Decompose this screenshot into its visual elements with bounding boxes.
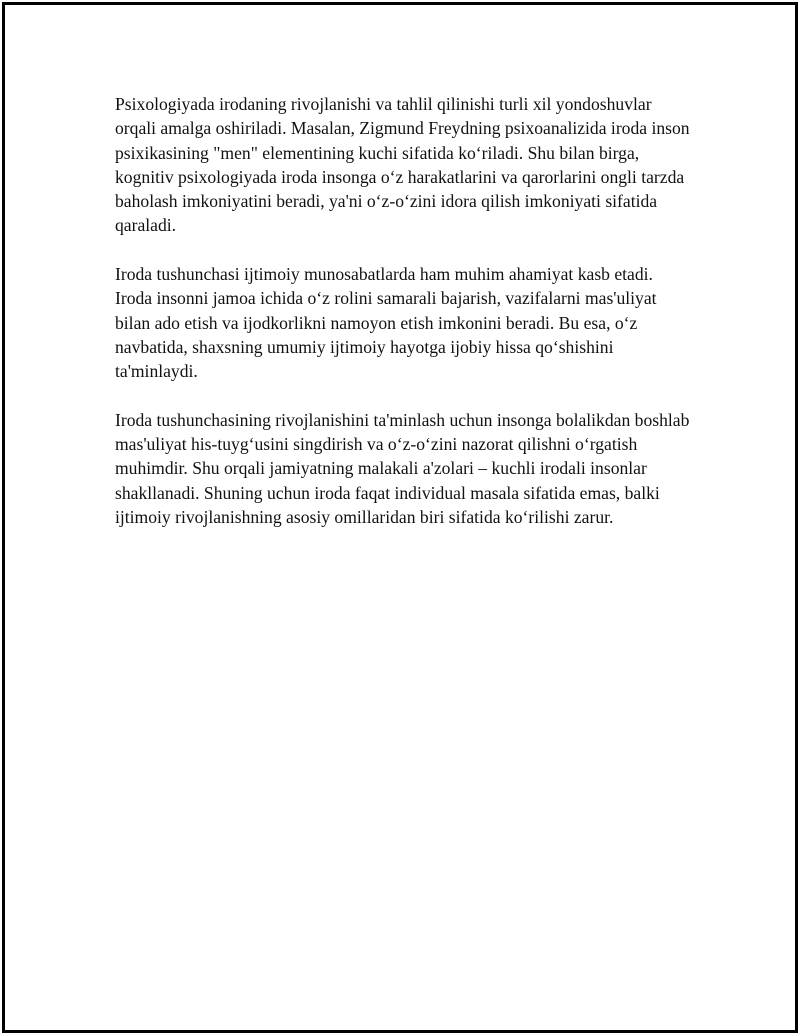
paragraph: Iroda tushunchasi ijtimoiy munosabatlarda ham muhim ahamiyat kasb etadi. Iroda insonni jamoa ichida o‘z rolini samarali bajarish, vazifalarni mas'uliyat bilan ado etish va ijodkorlikni namoyon etish imkonini beradi. Bu esa, o‘z navbatida, shaxsning umumiy ijtimoiy hayotga ijobiy hissa qo‘shishini ta'minlaydi. bbox=[115, 264, 657, 382]
paragraph: Iroda tushunchasining rivojlanishini ta'minlash uchun insonga bolalikdan boshlab mas'uliyat his-tuyg‘usini singdirish va o‘z-o‘zini nazorat qilishni o‘rgatish muhimdir. Shu orqali jamiyatning malakali a'zolari – kuchli irodali insonlar shakllanadi. Shuning uchun iroda faqat individual masala sifatida emas, balki ijtimoiy rivojlanishning asosiy omillaridan biri sifatida ko‘rilishi zarur. bbox=[115, 409, 690, 528]
document-body bbox=[115, 92, 693, 554]
paragraph: Psixologiyada irodaning rivojlanishi va tahlil qilinishi turli xil yondoshuvlar orqali amalga oshiriladi. Masalan, Zigmund Freydning psixoanalizida iroda inson psixikasining "men" elementining kuchi sifatida ko‘riladi. Shu bilan birga, kognitiv psixologiyada iroda insonga o‘z harakatlarini va qarorlarini ongli tarzda baholash imkoniyatini beradi, ya'ni o‘z-o‘zini idora qilish imkoniyati sifatida qaraladi. bbox=[115, 94, 690, 236]
